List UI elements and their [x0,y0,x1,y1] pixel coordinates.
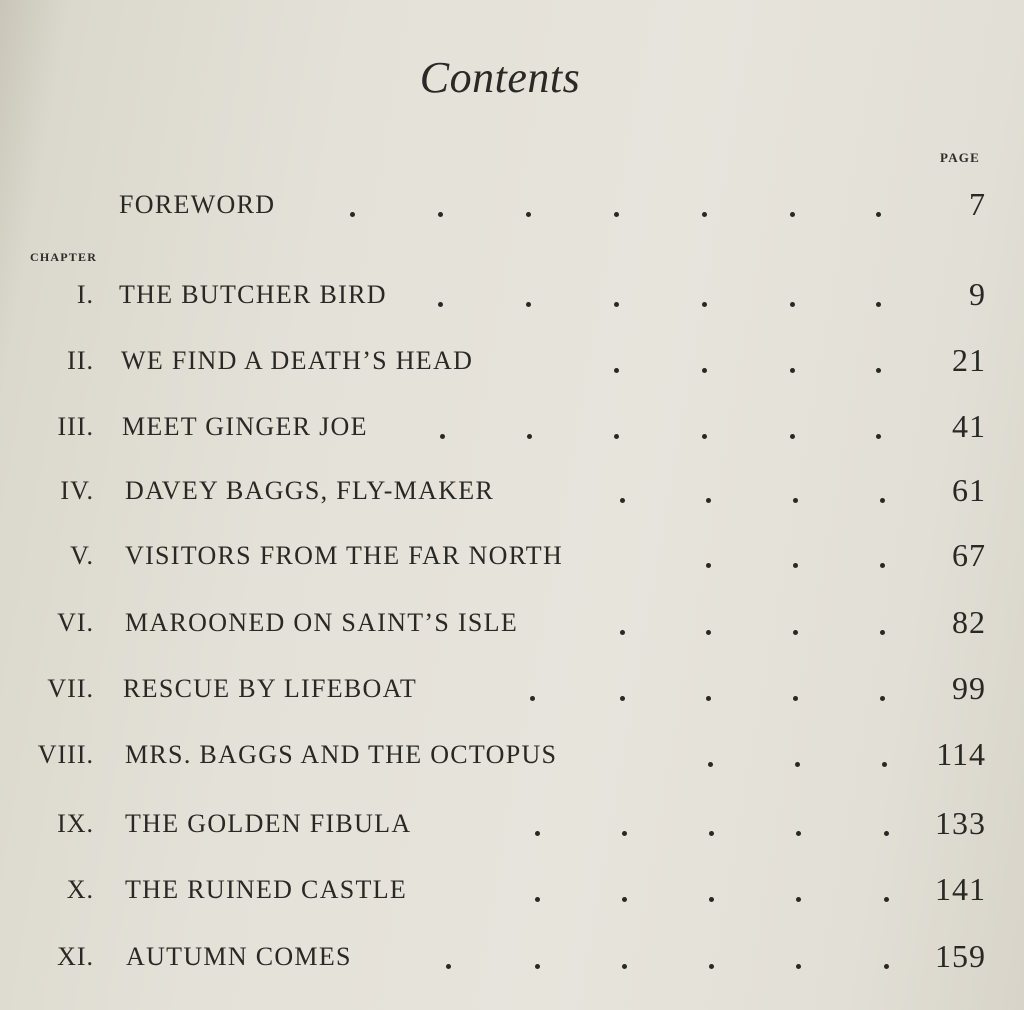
leader-dot [614,212,619,217]
toc-entry-page: 82 [952,604,986,640]
leader-dot [876,368,881,373]
toc-row-chapter-11[interactable] [0,936,1024,984]
page-column-label: PAGE [940,150,980,165]
leader-dot [622,964,627,969]
leader-dot [709,897,714,902]
toc-entry-title: THE RUINED CASTLE [125,875,408,904]
toc-row-chapter-5[interactable] [0,535,1024,583]
toc-row-chapter-7[interactable] [0,668,1024,716]
toc-entry-page: 114 [936,736,986,772]
leader-dot [702,368,707,373]
leader-dot [790,212,795,217]
leader-dot [706,498,711,503]
leader-dot [884,897,889,902]
chapter-numeral: VI. [57,608,94,637]
leader-dot [438,302,443,307]
chapter-numeral: VIII. [37,740,94,769]
toc-row-chapter-6[interactable] [0,602,1024,650]
leader-dot [796,897,801,902]
leader-dot [793,696,798,701]
leader-dot [793,498,798,503]
leader-dot [882,762,887,767]
toc-entry-page: 133 [935,805,986,841]
leader-dot [702,434,707,439]
chapter-numeral: X. [66,875,94,904]
leader-dot [622,897,627,902]
leader-dot [790,302,795,307]
leader-dot [614,434,619,439]
leader-dot [796,964,801,969]
toc-row-chapter-2[interactable] [0,340,1024,388]
toc-entry-title: THE GOLDEN FIBULA [125,809,412,838]
leader-dot [535,897,540,902]
leader-dot [614,302,619,307]
leader-dot [706,696,711,701]
leader-dot [702,212,707,217]
toc-entry-title: THE BUTCHER BIRD [119,280,387,309]
leader-dot [876,434,881,439]
chapter-numeral: I. [76,280,94,309]
chapter-column-label: CHAPTER [30,250,98,264]
leader-dot [530,696,535,701]
toc-row-chapter-3[interactable] [0,406,1024,454]
leader-dot [706,563,711,568]
chapter-numeral: VII. [47,674,94,703]
toc-row-chapter-10[interactable] [0,869,1024,917]
toc-entry-title: MRS. BAGGS AND THE OCTOPUS [125,740,558,769]
toc-entry-title: WE FIND A DEATH’S HEAD [121,346,474,375]
leader-dot [709,831,714,836]
leader-dot [620,630,625,635]
leader-dot [620,696,625,701]
toc-entry-title: RESCUE BY LIFEBOAT [123,674,418,703]
leader-dot [526,302,531,307]
leader-dot [622,831,627,836]
toc-entry-page: 41 [952,408,986,444]
leader-dot [526,212,531,217]
leader-dot [620,498,625,503]
toc-entry-page: 7 [969,186,986,222]
toc-row-chapter-1[interactable] [0,274,1024,322]
page-title: Contents [419,53,581,102]
leader-dot [793,563,798,568]
toc-entry-page: 141 [935,871,986,907]
toc-entry-title: FOREWORD [119,190,276,219]
toc-row-chapter-8[interactable] [0,734,1024,782]
toc-entry-title: DAVEY BAGGS, FLY-MAKER [125,476,495,505]
leader-dot [527,434,532,439]
leader-dot [796,831,801,836]
chapter-numeral: XI. [57,942,94,971]
leader-dot [702,302,707,307]
chapter-numeral: II. [67,346,94,375]
toc-row-chapter-9[interactable] [0,803,1024,851]
leader-dot [438,212,443,217]
leader-dot [535,964,540,969]
leader-dot [350,212,355,217]
toc-entry-title: MEET GINGER JOE [122,412,368,441]
toc-entry-page: 9 [969,276,986,312]
toc-entry-page: 61 [952,472,986,508]
toc-entry-title: AUTUMN COMES [126,942,352,971]
leader-dot [706,630,711,635]
chapter-numeral: IX. [57,809,94,838]
leader-dot [793,630,798,635]
leader-dot [880,563,885,568]
toc-entry-page: 99 [952,670,986,706]
leader-dot [790,368,795,373]
leader-dot [614,368,619,373]
leader-dot [790,434,795,439]
leader-dot [535,831,540,836]
leader-dot [880,696,885,701]
leader-dot [876,212,881,217]
toc-row-foreword[interactable] [0,184,1024,232]
leader-dot [709,964,714,969]
chapter-numeral: III. [57,412,94,441]
toc-row-chapter-4[interactable] [0,470,1024,518]
toc-entry-page: 159 [935,938,986,974]
leader-dot [795,762,800,767]
leader-dot [446,964,451,969]
chapter-numeral: IV. [60,476,94,505]
leader-dot [876,302,881,307]
leader-dot [708,762,713,767]
leader-dot [884,831,889,836]
toc-entry-title: VISITORS FROM THE FAR NORTH [125,541,564,570]
leader-dot [884,964,889,969]
toc-entry-page: 67 [952,537,986,573]
toc-entry-page: 21 [952,342,986,378]
chapter-numeral: V. [70,541,94,570]
leader-dot [880,498,885,503]
leader-dot [880,630,885,635]
leader-dot [440,434,445,439]
toc-entry-title: MAROONED ON SAINT’S ISLE [125,608,519,637]
